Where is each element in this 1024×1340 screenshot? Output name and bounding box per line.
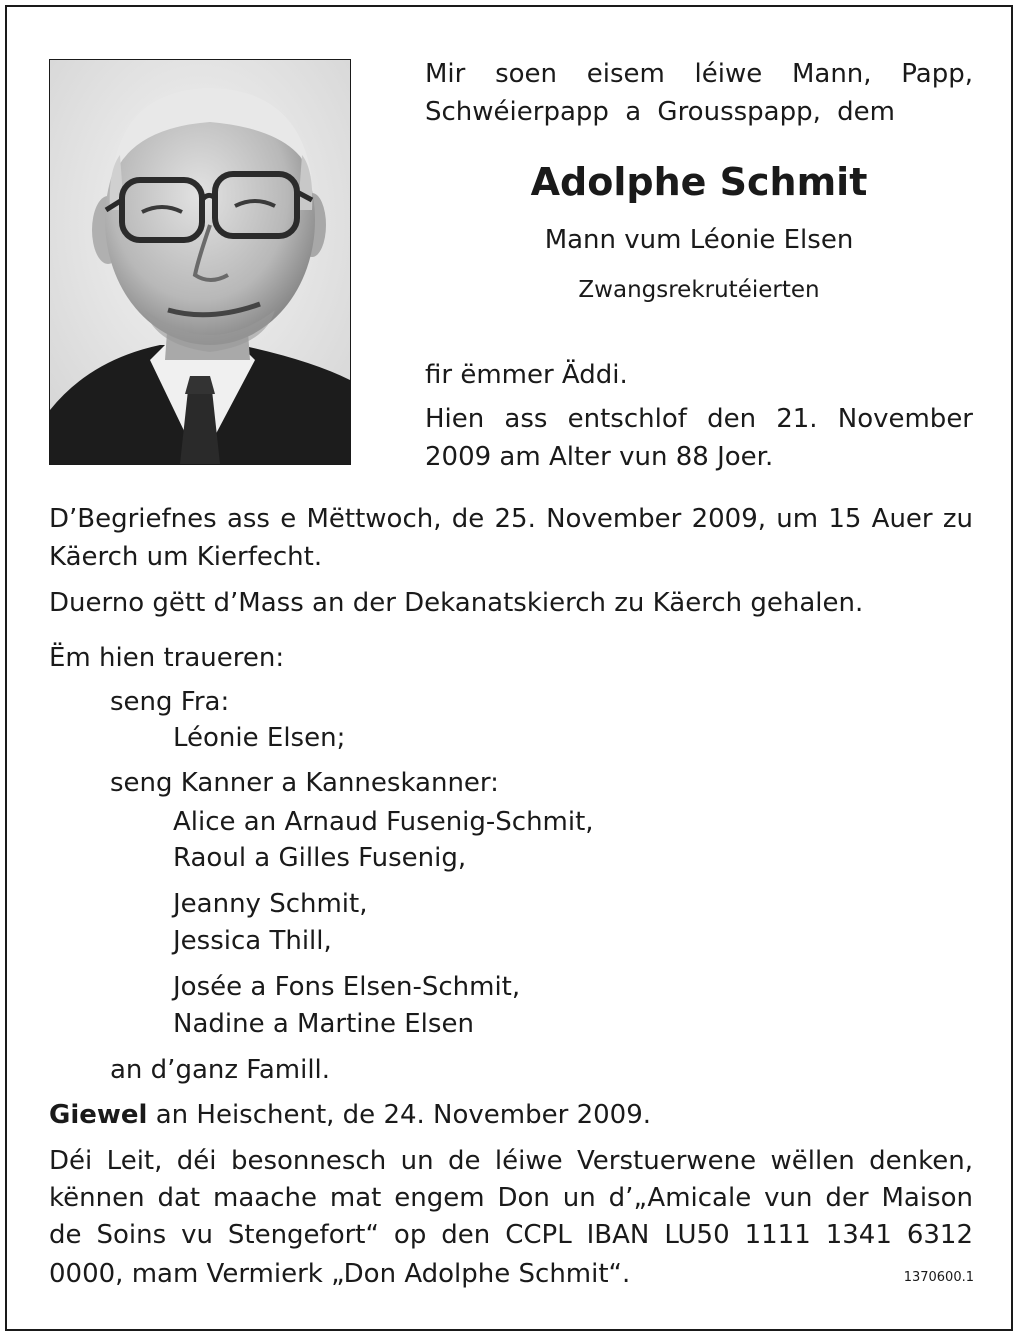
- place-date-line: [49, 1099, 651, 1131]
- wife-name: Léonie Elsen;: [173, 723, 346, 753]
- death-line-2: 2009 am Alter vun 88 Joer.: [425, 442, 774, 472]
- funeral-line-2: Käerch um Kierfecht.: [49, 542, 323, 572]
- child-entry: Raoul a Gilles Fusenig,: [173, 843, 467, 873]
- children-label: seng Kanner a Kanneskanner:: [110, 768, 499, 798]
- family-line: an d’ganz Famill.: [110, 1055, 331, 1085]
- husband-of: Mann vum Léonie Elsen: [544, 225, 854, 255]
- reference-number: 1370600.1: [903, 1270, 974, 1285]
- portrait-illustration: [50, 60, 350, 464]
- donation-line-1: Déi Leit, déi besonnesch un de léiwe Verstuerwene wëllen denken,: [49, 1146, 973, 1176]
- child-entry: Josée a Fons Elsen-Schmit,: [173, 972, 521, 1002]
- intro-line-1: Mir soen eisem léiwe Mann, Papp,: [425, 59, 973, 89]
- donation-line-3: de Soins vu Stengefort“ op den CCPL IBAN LU50 1111 1341 6312: [49, 1220, 973, 1250]
- donation-line-4: 0000, mam Vermierk „Don Adolphe Schmit“.: [49, 1259, 631, 1289]
- donation-line-2: kënnen dat maache mat engem Don un d’„Amicale vun der Maison: [49, 1183, 973, 1213]
- mass-line: Duerno gëtt d’Mass an der Dekanatskierch zu Käerch gehalen.: [49, 588, 864, 618]
- place-name: Giewel: [49, 1100, 148, 1130]
- child-entry: Jessica Thill,: [173, 926, 332, 956]
- child-entry: Jeanny Schmit,: [173, 889, 368, 919]
- deceased-note: Zwangsrekrutéierten: [578, 277, 820, 303]
- farewell-line: fir ëmmer Äddi.: [425, 360, 628, 390]
- child-entry: Alice an Arnaud Fusenig-Schmit,: [173, 807, 594, 837]
- funeral-line-1: D’Begriefnes ass e Mëttwoch, de 25. November 2009, um 15 Auer zu: [49, 504, 973, 534]
- deceased-name: Adolphe Schmit: [530, 160, 868, 204]
- portrait-photo: [49, 59, 351, 465]
- child-entry: Nadine a Martine Elsen: [173, 1009, 474, 1039]
- wife-label: seng Fra:: [110, 687, 230, 717]
- place-date-rest: an Heischent, de 24. November 2009.: [147, 1100, 652, 1130]
- intro-line-2: Schwéierpapp a Grousspapp, dem: [425, 97, 895, 127]
- mourners-heading: Ëm hien traueren:: [49, 643, 285, 673]
- death-line-1: Hien ass entschlof den 21. November: [425, 404, 973, 434]
